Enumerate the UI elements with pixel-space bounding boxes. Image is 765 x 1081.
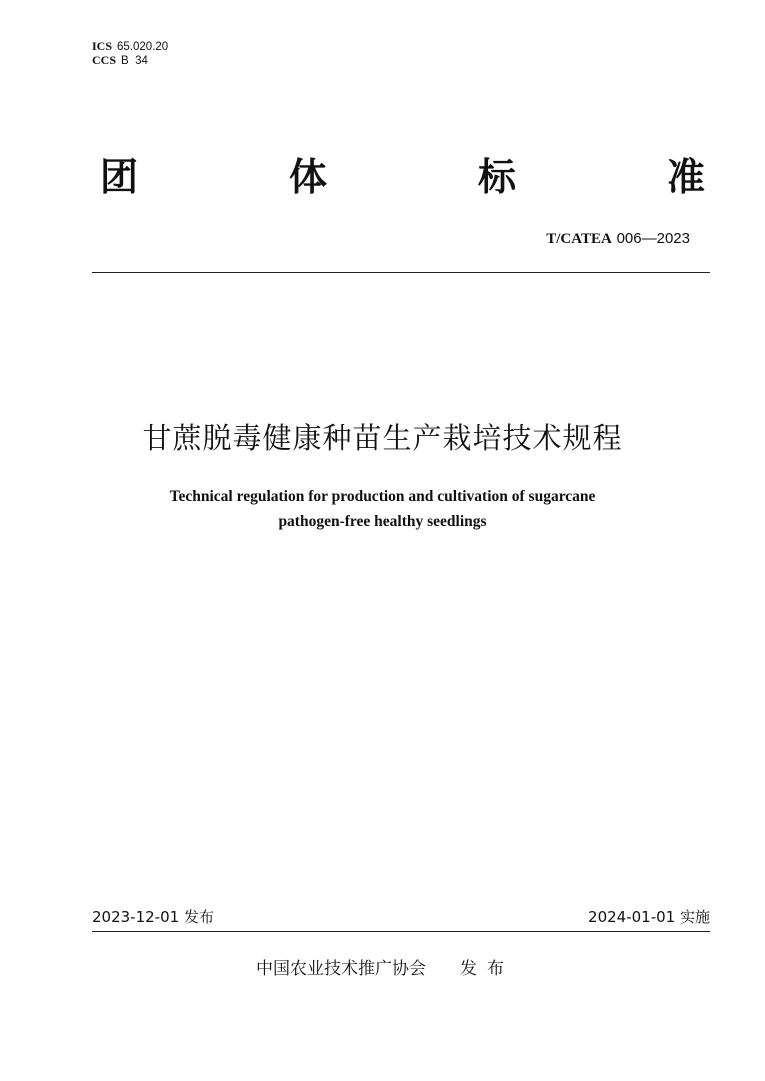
ccs-label: CCS <box>92 53 117 67</box>
date-row <box>92 907 710 927</box>
ics-code: 65.020.20 <box>117 41 169 53</box>
standard-number-prefix: T/CATEA <box>546 231 612 247</box>
header-divider <box>92 272 710 273</box>
ccs-classification <box>92 53 148 68</box>
issuer <box>256 957 514 981</box>
standard-type-char: 团 <box>100 155 139 199</box>
ccs-code: B 34 <box>121 55 148 67</box>
document-title-chinese: 甘蔗脱毒健康种苗生产栽培技术规程 <box>142 421 623 455</box>
document-title-english <box>60 484 705 534</box>
english-title-line: Technical regulation for production and cultivation of sugarcane <box>169 488 596 505</box>
standard-type-char: 标 <box>477 155 516 199</box>
ics-label: ICS <box>92 39 113 53</box>
implementation-date: 2024-01-01 实施 <box>588 908 710 926</box>
standard-number-code: 006—2023 <box>616 230 690 247</box>
footer-divider <box>92 931 710 932</box>
standard-type-char: 准 <box>666 155 705 199</box>
issuer-name: 中国农业技术推广协会 <box>256 959 426 979</box>
issuer-action: 发布 <box>460 959 514 979</box>
standard-number <box>546 228 690 249</box>
ics-classification <box>92 39 168 54</box>
english-title-line: pathogen-free healthy seedlings <box>278 513 487 530</box>
issue-date: 2023-12-01 发布 <box>92 908 214 926</box>
standard-type-heading <box>100 152 705 202</box>
standard-type-char: 体 <box>288 155 327 199</box>
